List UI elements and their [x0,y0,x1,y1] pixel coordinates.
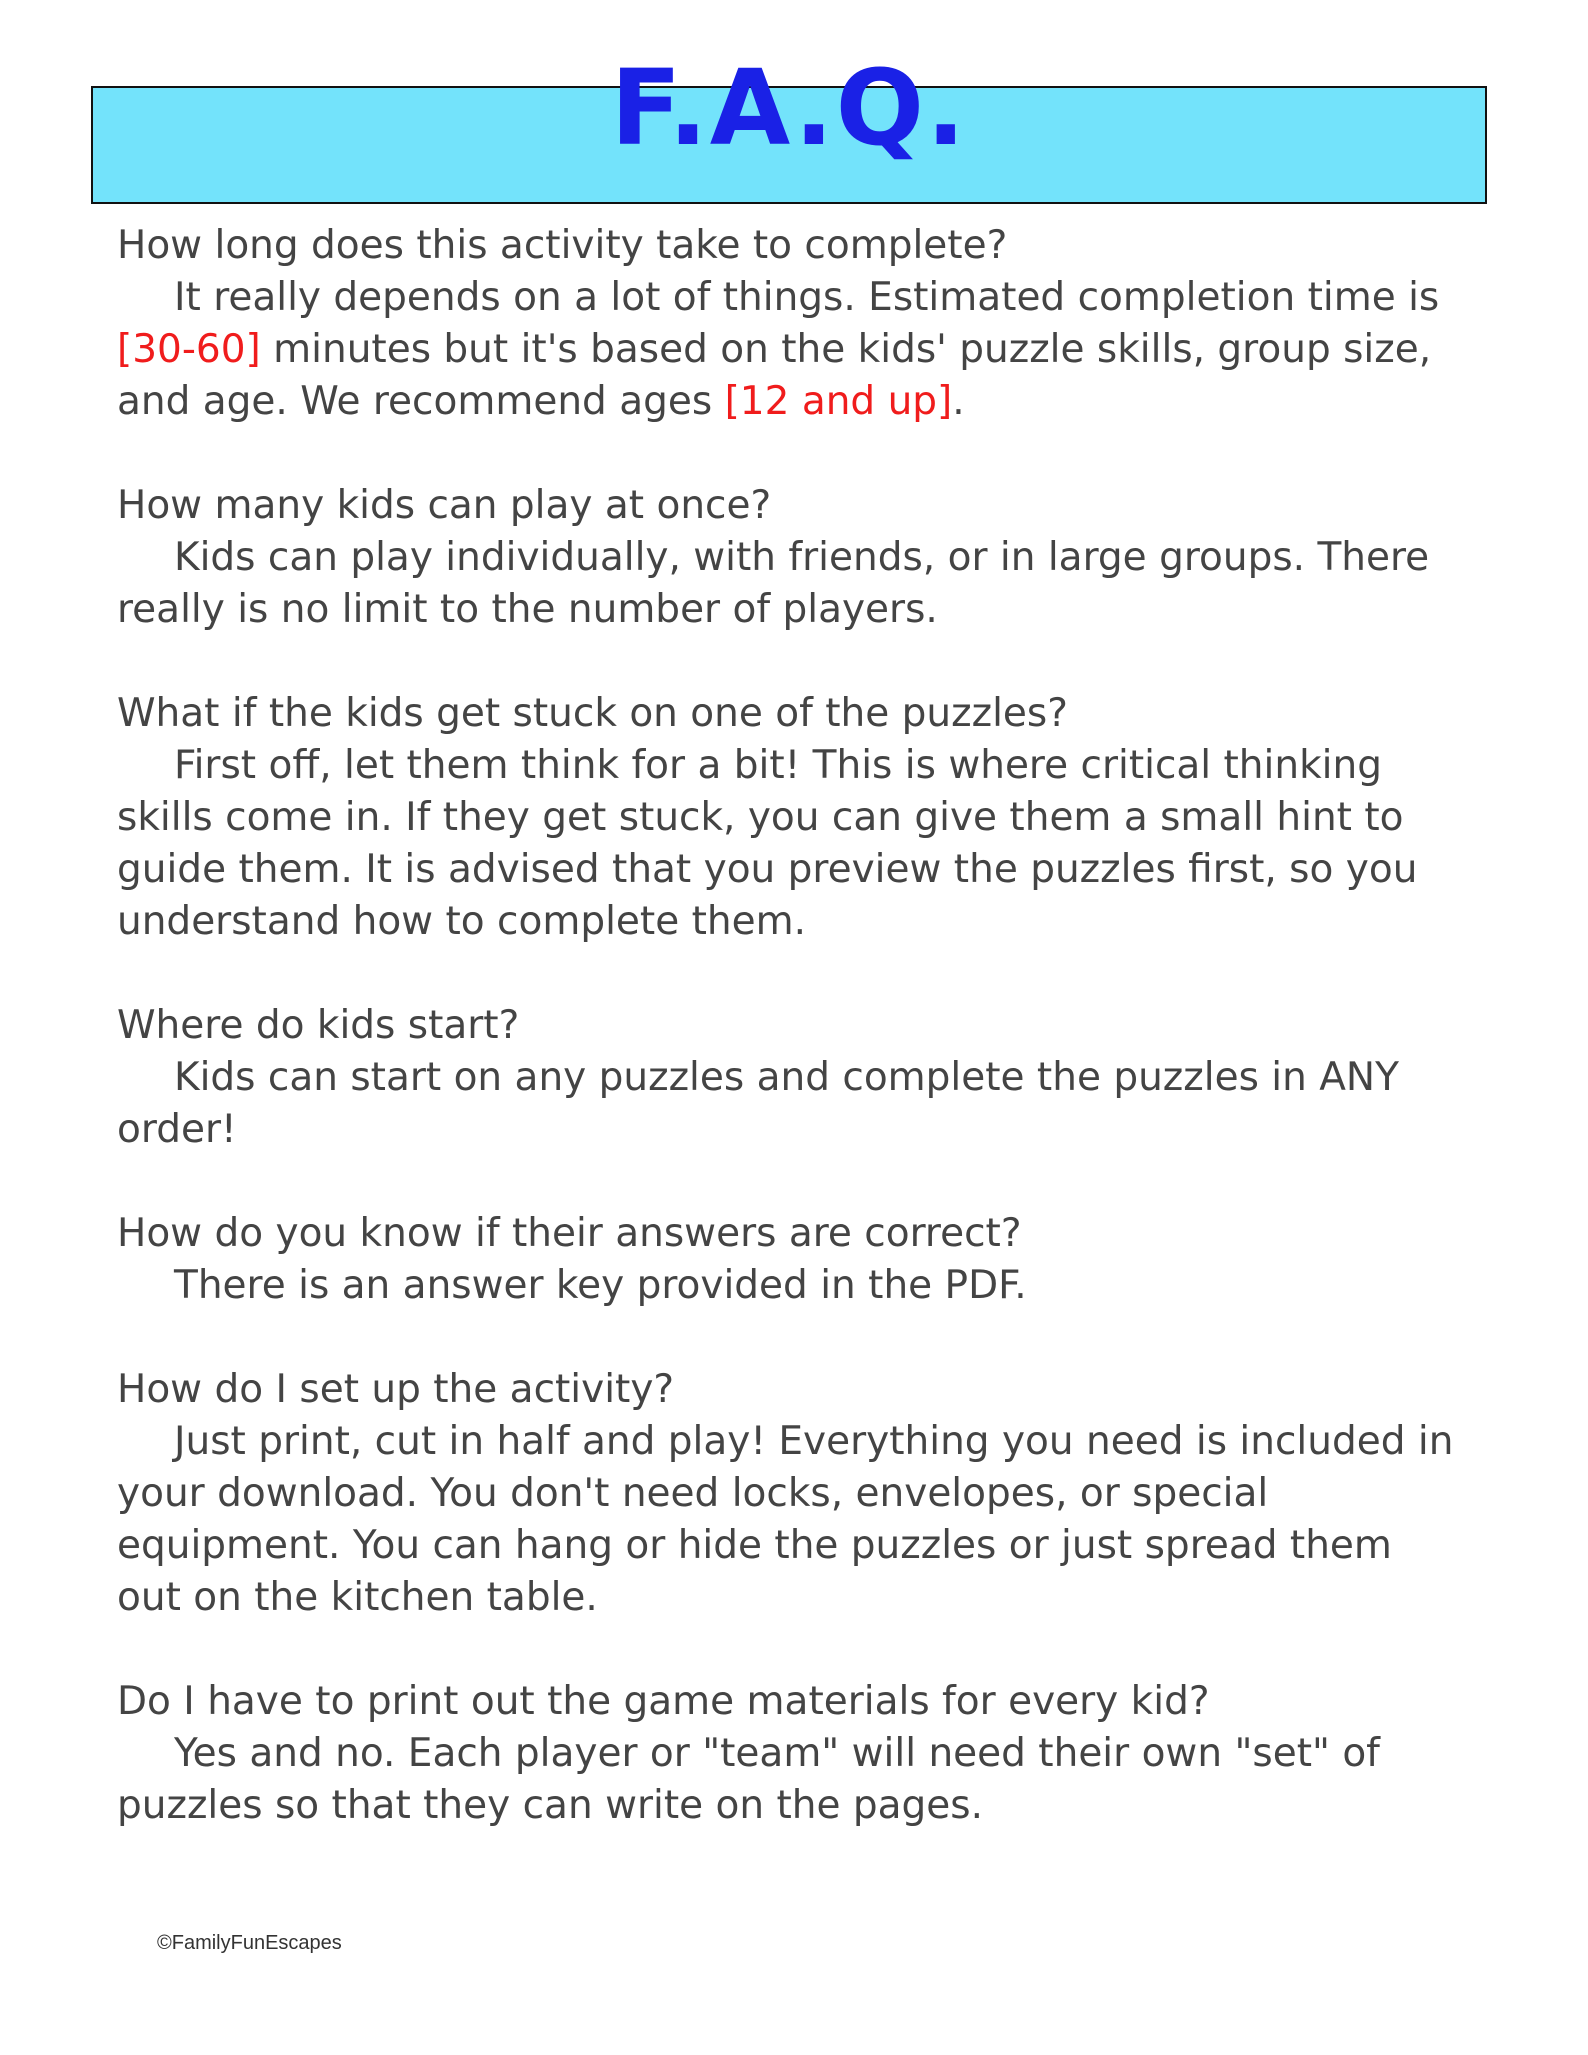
faq-question: How long does this activity take to complete? [117,223,1008,268]
answer-text: It really depends on a lot of things. Estimated completion time is [174,275,1440,320]
answer-text: . [952,379,965,424]
faq-question: Where do kids start? [117,1003,520,1048]
copyright-notice: ©FamilyFunEscapes [157,1932,342,1954]
title-banner [91,47,1487,204]
faq-item-duration [117,220,1457,428]
faq-item-start [117,1000,1457,1156]
recommended-age-range: [12 and up] [724,379,953,424]
completion-time-range: [30-60] [117,327,261,372]
faq-question: What if the kids get stuck on one of the puzzles? [117,691,1068,736]
faq-item-stuck [117,688,1457,948]
faq-item-players [117,480,1457,636]
answer-text: minutes but it's based on the kids' puzzle skills, group size, and age. We recommend ages [117,327,1432,424]
faq-question: How do I set up the activity? [117,1367,675,1412]
faq-answer: First off, let them think for a bit! This is where critical thinking skills come in. If they get stuck, you can give them a small hint to guide them. It is advised that you preview the puzzles first, so you understand how to complete them. [117,743,1418,944]
faq-answer: Just print, cut in half and play! Everything you need is included in your download. You don't need locks, envelopes, or special equipment. You can hang or hide the puzzles or just spread them out on the kitchen table. [117,1419,1454,1620]
faq-answer: There is an answer key provided in the PDF. [174,1263,1027,1308]
faq-question: Do I have to print out the game materials for every kid? [117,1679,1210,1724]
faq-answer: Yes and no. Each player or "team" will need their own "set" of puzzles so that they can write on the pages. [117,1731,1380,1828]
faq-answer [117,272,1457,428]
faq-item-setup [117,1364,1457,1624]
faq-item-answers [117,1208,1457,1312]
page-title: F.A.Q. [610,47,968,170]
faq-answer: Kids can start on any puzzles and complete the puzzles in ANY order! [117,1055,1399,1152]
faq-question: How many kids can play at once? [117,483,772,528]
faq-list [117,220,1457,1884]
faq-question: How do you know if their answers are correct? [117,1211,1022,1256]
faq-item-printing [117,1676,1457,1832]
faq-answer: Kids can play individually, with friends, or in large groups. There really is no limit to the number of players. [117,535,1430,632]
